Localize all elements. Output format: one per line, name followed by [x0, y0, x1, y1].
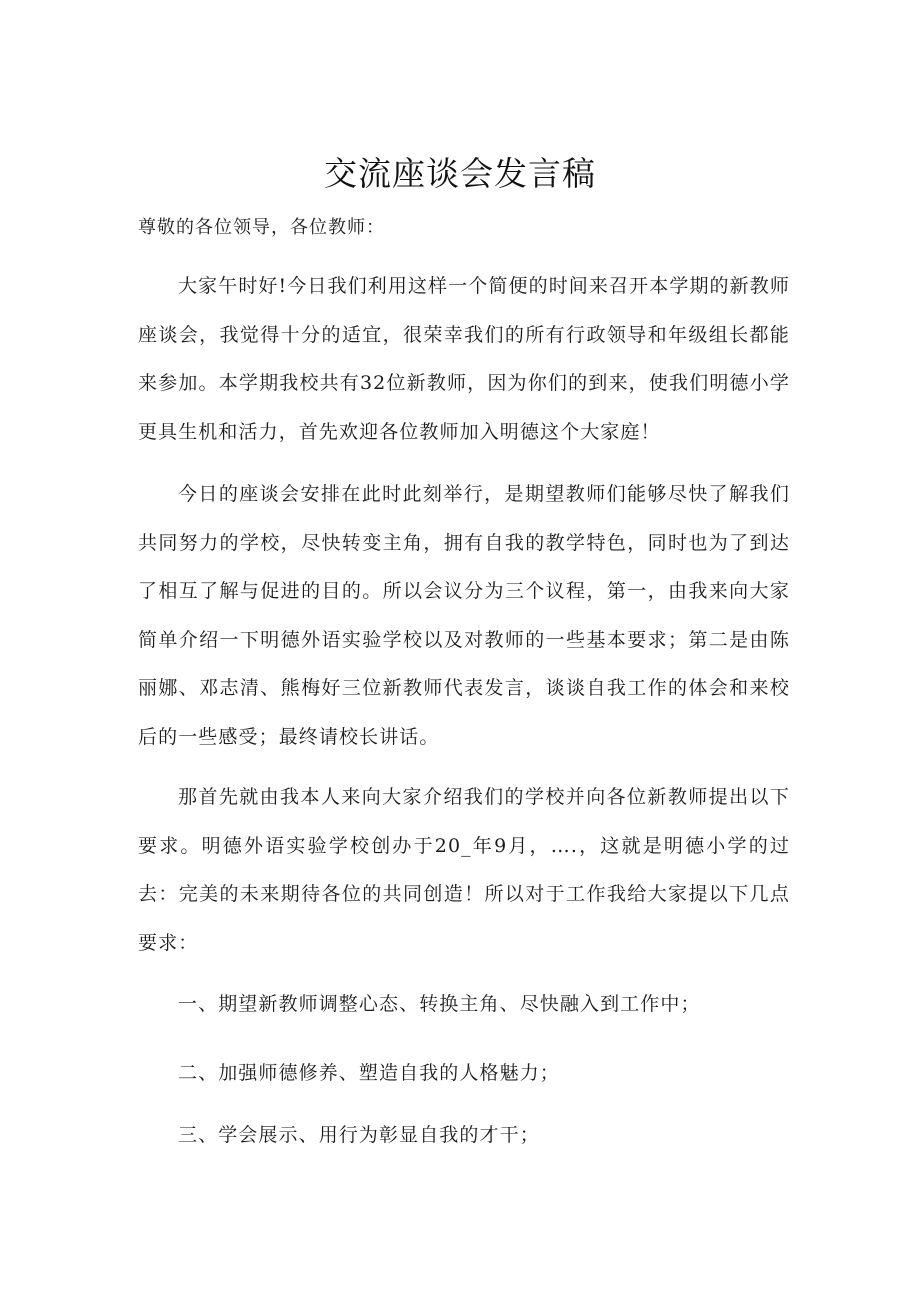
requirement-item-3: 三、学会展示、用行为彰显自我的才干；	[178, 1124, 540, 1146]
requirement-item-1: 一、期望新教师调整心态、转换主角、尽快融入到工作中；	[178, 993, 701, 1015]
requirement-item-2: 二、加强师德修养、塑造自我的人格魅力；	[178, 1062, 560, 1084]
paragraph-welcome: 大家午时好!今日我们利用这样一个简便的时间来召开本学期的新教师座谈会，我觉得十分的适宜，很荣幸我们的所有行政领导和年级组长都能来参加。本学期我校共有32位新教师，因为你们的到来，使我们明德小学更具生机和活力，首先欢迎各位教师加入明德这个大家庭！	[138, 275, 790, 443]
paragraph-school-intro: 那首先就由我本人来向大家介绍我们的学校并向各位新教师提出以下要求。明德外语实验学校创办于20_年9月，….，这就是明德小学的过去：完美的未来期待各位的共同创造！所以对于工作我给大家提以下几点要求：	[138, 786, 790, 954]
paragraph-agenda: 今日的座谈会安排在此时此刻举行，是期望教师们能够尽快了解我们共同努力的学校，尽快转变主角，拥有自我的教学特色，同时也为了到达了相互了解与促进的目的。所以会议分为三个议程，第一，由我来向大家简单介绍一下明德外语实验学校以及对教师的一些基本要求；第二是由陈丽娜、邓志清、熊梅好三位新教师代表发言，谈谈自我工作的体会和来校后的一些感受；最终请校长讲话。	[138, 483, 790, 748]
salutation: 尊敬的各位领导，各位教师：	[138, 217, 385, 238]
document-title: 交流座谈会发言稿	[324, 154, 596, 193]
